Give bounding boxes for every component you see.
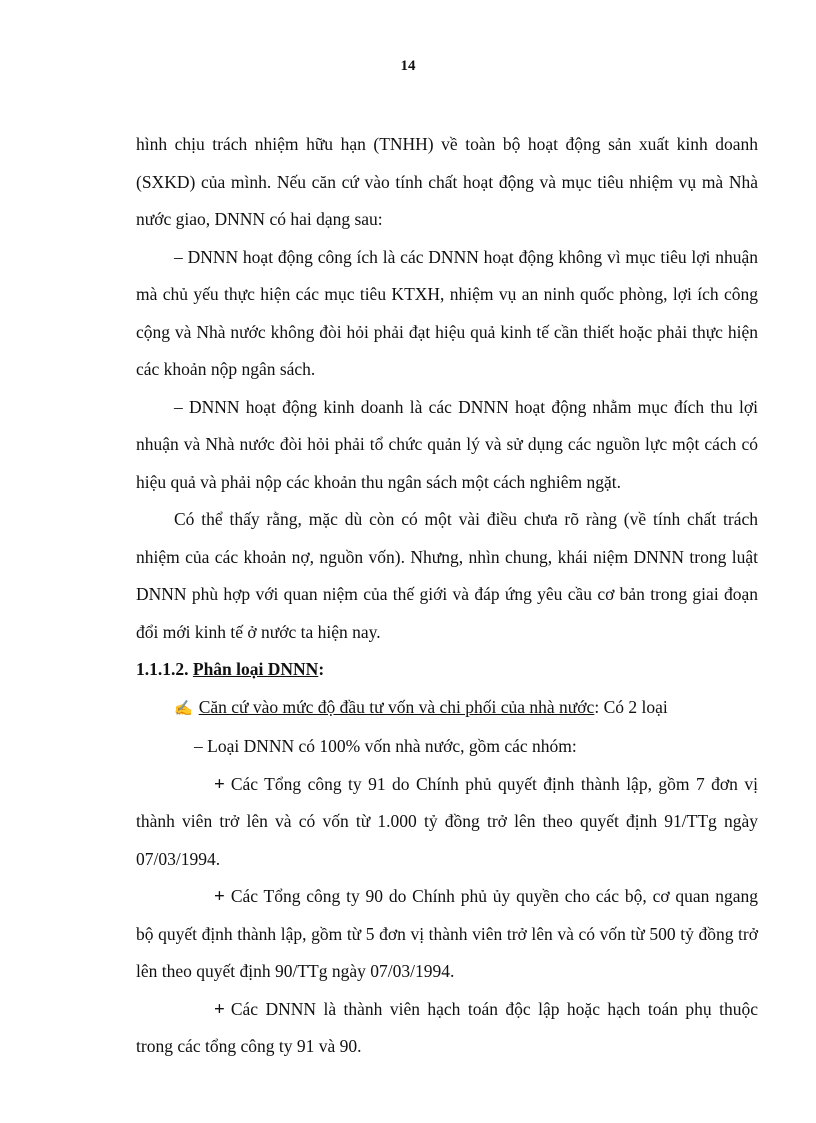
classification-criterion	[136, 689, 758, 729]
list-item	[136, 991, 758, 1066]
page-number: 14	[400, 58, 416, 74]
subgroup-heading: – Loại DNNN có 100% vốn nhà nước, gồm các nhóm:	[194, 736, 577, 756]
paragraph-business-soe: – DNNN hoạt động kinh doanh là các DNNN hoạt động nhằm mục đích thu lợi nhuận và Nhà nước đòi hỏi phải tổ chức quản lý và sử dụng các nguồn lực một cách có hiệu quả và phải nộp các khoản thu ngân sách một cách nghiêm ngặt.	[136, 396, 758, 492]
section-title: Phân loại DNNN	[192, 659, 319, 679]
list-item-text: Các Tổng công ty 91 do Chính phủ quyết định thành lập, gồm 7 đơn vị thành viên trở lên và có vốn từ 1.000 tỷ đồng trở lên theo quyết định 91/TTg ngày 07/03/1994.	[136, 773, 758, 869]
list-item	[136, 766, 758, 879]
list-item-text: Các Tổng công ty 90 do Chính phủ ủy quyền cho các bộ, cơ quan ngang bộ quyết định thành lập, gồm từ 5 đơn vị thành viên trở lên và có vốn từ 500 tỷ đồng trở lên theo quyết định 90/TTg ngày 07/03/1994.	[136, 886, 758, 981]
plus-icon: +	[214, 886, 225, 907]
list-item-text: Các DNNN là thành viên hạch toán độc lập hoặc hạch toán phụ thuộc trong các tổng công ty 91 và 90.	[136, 998, 758, 1056]
section-number: 1.1.1.2.	[136, 659, 189, 679]
paragraph-continuation: hình chịu trách nhiệm hữu hạn (TNHH) về toàn bộ hoạt động sản xuất kinh doanh (SXKD) của mình. Nếu căn cứ vào tính chất hoạt động và mục tiêu nhiệm vụ mà Nhà nước giao, DNNN có hai dạng sau:	[136, 134, 758, 229]
section-heading	[136, 651, 758, 689]
criterion-label: Căn cứ vào mức độ đầu tư vốn và chi phối của nhà nước	[198, 696, 595, 717]
plus-icon: +	[214, 773, 225, 795]
document-body	[136, 126, 758, 1066]
plus-icon: +	[214, 998, 225, 1020]
criterion-rest: : Có 2 loại	[594, 696, 668, 717]
paragraph-public-service-soe: – DNNN hoạt động công ích là các DNNN hoạt động không vì mục tiêu lợi nhuận mà chủ yếu thực hiện các mục tiêu KTXH, nhiệm vụ an ninh quốc phòng, lợi ích công cộng và Nhà nước không đòi hỏi phải đạt hiệu quả kinh tế cần thiết hoặc phải thực hiện các khoản nộp ngân sách.	[136, 246, 758, 379]
list-item	[136, 878, 758, 991]
section-colon: :	[318, 659, 325, 679]
writing-hand-icon: ✍	[174, 700, 193, 717]
paragraph-conclusion: Có thể thấy rằng, mặc dù còn có một vài điều chưa rõ ràng (về tính chất trách nhiệm của các khoản nợ, nguồn vốn). Nhưng, nhìn chung, khái niệm DNNN trong luật DNNN phù hợp với quan niệm của thế giới và đáp ứng yêu cầu cơ bản trong giai đoạn đổi mới kinh tế ở nước ta hiện nay.	[136, 509, 758, 642]
